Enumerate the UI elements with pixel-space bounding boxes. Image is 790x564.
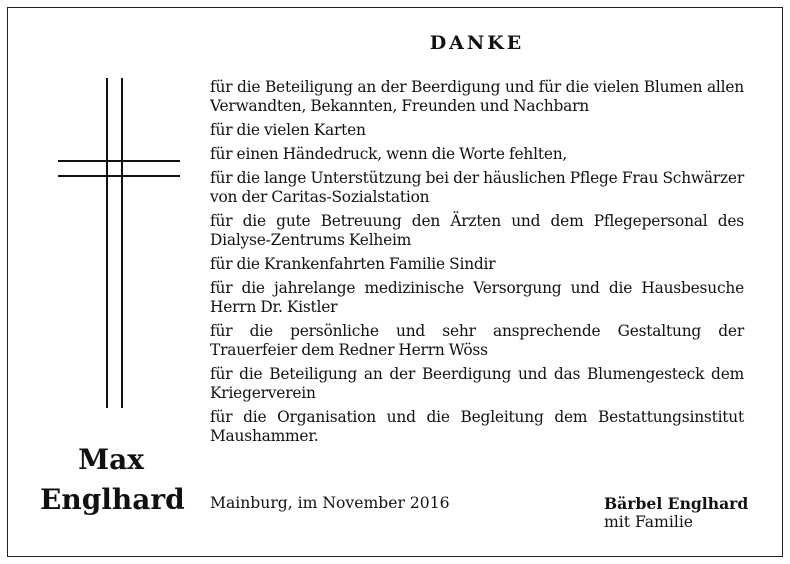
place-date: Mainburg, im November 2016 — [210, 494, 450, 512]
thanks-item: für die vielen Karten — [210, 121, 366, 139]
thanks-item: für die Krankenfahrten Familie Sindir — [210, 255, 496, 273]
thanks-item: für die Organisation und die Begleitung dem Bestattungsinstitut Maushammer. — [210, 408, 744, 445]
thanks-item: für einen Händedruck, wenn die Worte fehlten, — [210, 145, 568, 163]
signer-name: Bärbel Englhard — [604, 494, 749, 513]
signer-subline: mit Familie — [604, 513, 694, 531]
thanks-item: für die Beteiligung an der Beerdigung und das Blumengesteck dem Kriegerverein — [210, 365, 744, 402]
deceased-last-name: Englhard — [40, 483, 185, 516]
deceased-first-name: Max — [78, 443, 144, 476]
thanks-list — [210, 78, 744, 451]
thanks-item: für die lange Unterstützung bei der häuslichen Pflege Frau Schwärzer von der Caritas-Sozialstation — [210, 169, 744, 206]
thanks-item: für die persönliche und sehr ansprechende Gestaltung der Trauerfeier dem Redner Herrn Wöss — [210, 322, 744, 359]
thanks-item: für die jahrelange medizinische Versorgung und die Hausbesuche Herrn Dr. Kistler — [210, 279, 744, 316]
notice-heading: DANKE — [429, 32, 525, 54]
thanks-item: für die gute Betreuung den Ärzten und dem Pflegepersonal des Dialyse-Zentrums Kelheim — [210, 212, 744, 249]
thanks-item: für die Beteiligung an der Beerdigung und für die vielen Blumen allen Verwandten, Bekannten, Freunden und Nachbarn — [210, 78, 744, 115]
signature-block — [604, 494, 748, 532]
